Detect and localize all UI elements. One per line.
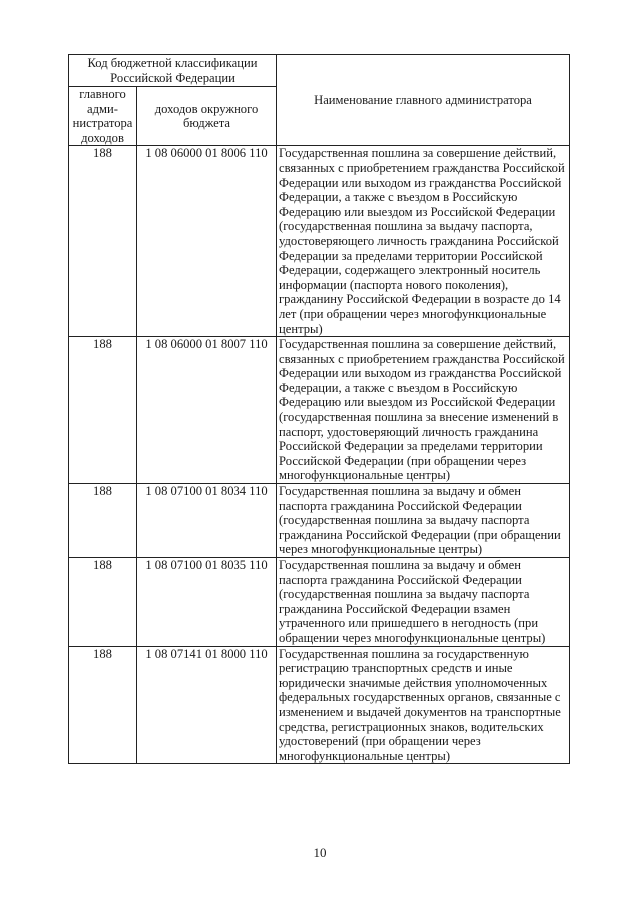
administrator-name-cell: Государственная пошлина за выдачу и обмен паспорта гражданина Российской Федерации (государственная пошлина за выдачу паспорта гражданина Российской Федерации взамен утраченного или пришедшего в негодность (при обращении через многофункциональные центры) xyxy=(277,558,570,647)
administrator-name-cell: Государственная пошлина за государственную регистрацию транспортных средств и иные юридически значимые действия уполномоченных федеральных государственных органов, связанные с изменением и выдачей документов на транспортные средства, регистрационных знаков, водительских удостоверений (при обращении через многофункциональные центры) xyxy=(277,646,570,764)
administrator-name-cell: Государственная пошлина за выдачу и обмен паспорта гражданина Российской Федерации (государственная пошлина за выдачу паспорта гражданина Российской Федерации (при обращении через многофункциональные центры) xyxy=(277,484,570,558)
admin-code-cell: 188 xyxy=(69,646,137,764)
page-number: 10 xyxy=(313,845,327,860)
admin-code-cell: 188 xyxy=(69,337,137,484)
income-code-cell: 1 08 07141 01 8000 110 xyxy=(137,646,277,764)
admin-code-cell: 188 xyxy=(69,484,137,558)
header-budget-income: доходов окружного бюджета xyxy=(137,87,277,146)
table-header-row xyxy=(69,55,570,87)
income-code-cell: 1 08 07100 01 8034 110 xyxy=(137,484,277,558)
income-code-cell: 1 08 06000 01 8007 110 xyxy=(137,337,277,484)
table-row xyxy=(69,484,570,558)
admin-code-cell: 188 xyxy=(69,146,137,337)
header-main-administrator: главного адми-нистратора доходов xyxy=(69,87,137,146)
table-row xyxy=(69,646,570,764)
budget-classification-table xyxy=(68,54,570,764)
admin-code-cell: 188 xyxy=(69,558,137,647)
income-code-cell: 1 08 06000 01 8006 110 xyxy=(137,146,277,337)
administrator-name-cell: Государственная пошлина за совершение действий, связанных с приобретением гражданства Российской Федерации или выходом из гражданства Российской Федерации, а также с въездом в Российскую Федерацию или выездом из Российской Федерации (государственная пошлина за внесение изменений в паспорт, удостоверяющий личность гражданина Российской Федерации за пределами территории Российской Федерации (при обращении через многофункциональные центры) xyxy=(277,337,570,484)
table-row xyxy=(69,146,570,337)
header-budget-classification-code: Код бюджетной классификации Российской Федерации xyxy=(69,55,277,87)
income-code-cell: 1 08 07100 01 8035 110 xyxy=(137,558,277,647)
administrator-name-cell: Государственная пошлина за совершение действий, связанных с приобретением гражданства Российской Федерации или выходом из гражданства Российской Федерации, а также с въездом в Российскую Федерацию или выездом из Российской Федерации (государственная пошлина за выдачу паспорта, удостоверяющего личность гражданина Российской Федерации за пределами территории Российской Федерации, содержащего электронный носитель информации (паспорта нового поколения), гражданину Российской Федерации в возрасте до 14 лет (при обращении через многофункциональные центры) xyxy=(277,146,570,337)
table-row xyxy=(69,558,570,647)
table-row xyxy=(69,337,570,484)
header-administrator-name: Наименование главного администратора xyxy=(277,55,570,146)
